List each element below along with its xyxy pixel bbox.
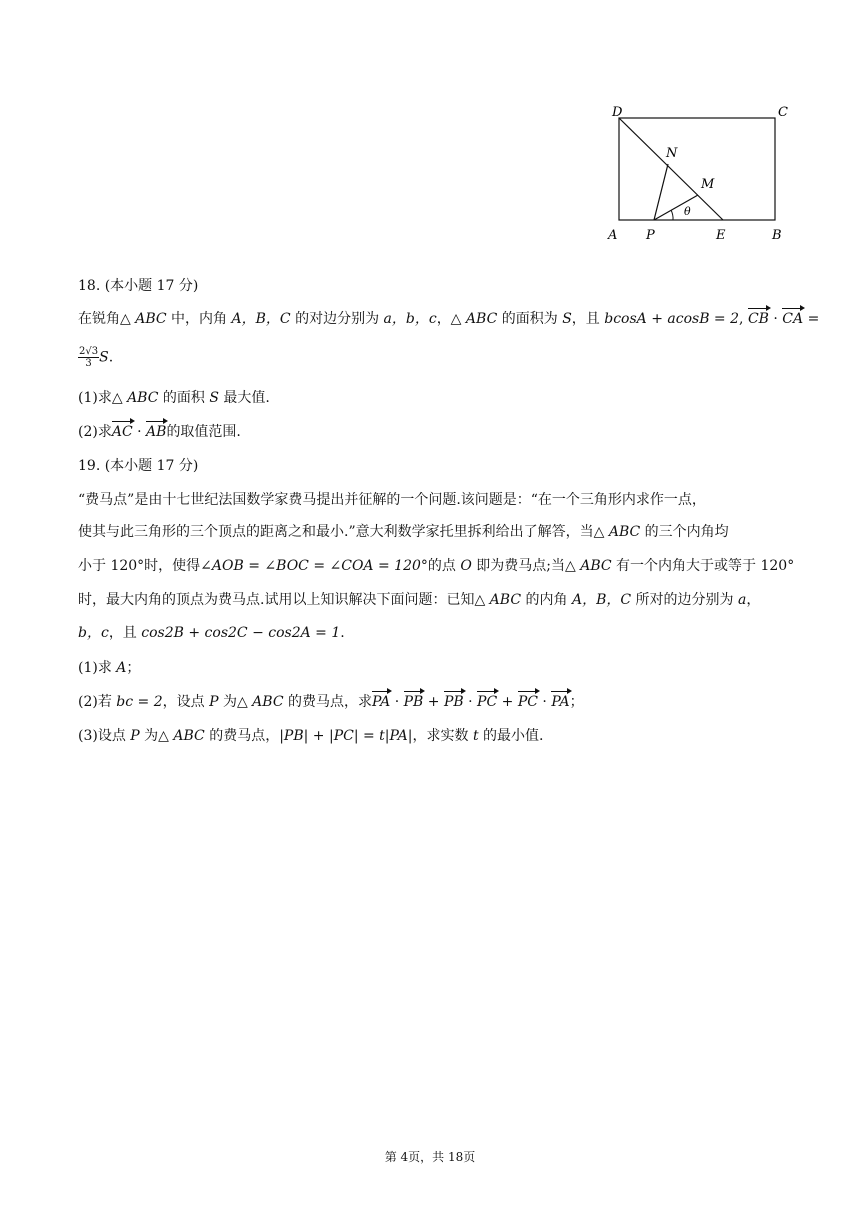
text: 的点 <box>427 558 461 574</box>
equation: bcosA + acosB = 2 <box>604 311 740 327</box>
text: 的费马点，求 <box>283 694 372 710</box>
text: 在锐角△ <box>78 311 136 327</box>
text: 即为费马点;当△ <box>471 558 581 574</box>
triangle-abc: ABC <box>135 311 167 327</box>
text: 有一个内角大于或等于 120° <box>611 558 795 574</box>
q19-heading: 19. (本小题 17 分) <box>78 458 199 474</box>
angle-theta-arc <box>671 210 673 220</box>
q18-stem-cont: $\frac{2√3}{3}$ S. <box>79 346 114 369</box>
text: 的对边分别为 <box>290 311 384 327</box>
text: (1)求△ <box>78 390 128 406</box>
text: 中，内角 <box>166 311 232 327</box>
text: 的面积为 <box>497 311 563 327</box>
text: 的内角 <box>521 592 572 608</box>
area-S: S <box>562 311 572 327</box>
text: 最大值. <box>218 390 270 406</box>
rectangle-figure <box>600 96 800 246</box>
label-theta: θ <box>684 205 691 218</box>
point-O: O <box>460 558 472 574</box>
angle-equation: ∠AOB = ∠BOC = ∠COA = 120° <box>200 558 428 574</box>
q18-part2: (2)求AC · AB的取值范围. <box>78 424 241 440</box>
vector-AB: AB <box>146 424 167 440</box>
text: 为△ <box>218 694 253 710</box>
text: (3)设点 <box>78 728 131 744</box>
triangle-abc: ABC <box>173 728 205 744</box>
q19-line4: 时，最大内角的顶点为费马点.试用以上知识解决下面问题：已知△ ABC 的内角 A，B，C 所对的边分别为 a， <box>78 592 761 608</box>
text: (2)求 <box>78 424 112 440</box>
vector-PC: PC <box>477 694 498 710</box>
text: 的取值范围. <box>166 424 241 440</box>
segment-DE <box>619 118 723 220</box>
q19-part2: (2)若 bc = 2，设点 P 为△ ABC 的费马点，求PA · PB + PB · PC + PC · PA； <box>78 694 584 710</box>
vector-PA: PA <box>551 694 570 710</box>
angles-list: A，B，C <box>571 592 632 608</box>
side-a: a <box>737 592 747 608</box>
text: ，且 <box>571 311 605 327</box>
segment-PN <box>654 164 668 220</box>
label-N: N <box>666 146 678 161</box>
distance-equation: |PB| + |PC| = t|PA| <box>279 728 413 744</box>
q18-stem: 在锐角△ ABC 中，内角 A，B，C 的对边分别为 a，b，c，△ ABC 的面积为 S，且 bcosA + acosB = 2, CB · CA = <box>78 311 820 327</box>
area-S: S <box>99 349 109 366</box>
vector-PB: PB <box>443 694 464 710</box>
text: ，且 <box>108 625 142 641</box>
fraction <box>78 346 99 369</box>
q19-line1: “费马点”是由十七世纪法国数学家费马提出并征解的一个问题.该问题是：“在一个三角形内求作一点， <box>78 492 706 508</box>
text: (1)求 <box>78 660 117 676</box>
triangle-abc: ABC <box>608 524 641 540</box>
point-P: P <box>130 728 140 744</box>
triangle-abc: ABC <box>127 390 159 406</box>
q18-heading: 18. (本小题 17 分) <box>78 278 199 294</box>
label-P: P <box>646 228 655 243</box>
sides-list: a，b，c <box>383 311 437 327</box>
fraction-num: 2√3 <box>79 346 99 357</box>
var-t: t <box>472 728 479 744</box>
text: 的三个内角均 <box>640 524 729 540</box>
rectangle-ABCD <box>619 118 775 220</box>
area-S: S <box>209 390 219 406</box>
page-footer: 第 4页，共 18页 <box>384 1150 476 1164</box>
text: ； <box>569 694 584 710</box>
text: ，设点 <box>162 694 210 710</box>
vector-CA: CA <box>782 311 804 327</box>
label-D: D <box>612 105 623 120</box>
text: ； <box>126 660 141 676</box>
q19-line5 <box>78 623 345 643</box>
cos-equation: cos2B + cos2C − cos2A = 1 <box>141 625 341 641</box>
q19-part1 <box>78 658 140 678</box>
q18-part1 <box>78 388 270 408</box>
label-B: B <box>772 228 782 243</box>
angle-A: A <box>116 660 127 676</box>
triangle-abc: ABC <box>465 311 498 327</box>
label-A: A <box>608 228 618 243</box>
vector-PA: PA <box>372 694 391 710</box>
text: 所对的边分别为 <box>631 592 738 608</box>
text: 的面积 <box>158 390 210 406</box>
sides-bc: b，c <box>78 625 109 641</box>
triangle-abc: ABC <box>252 694 284 710</box>
text: 的最小值. <box>478 728 544 744</box>
label-C: C <box>778 105 788 120</box>
triangle-abc: ABC <box>580 558 612 574</box>
q19-part3 <box>78 726 543 746</box>
vector-PB: PB <box>403 694 424 710</box>
label-E: E <box>716 228 726 243</box>
text: 为△ <box>139 728 174 744</box>
vector-PC: PC <box>517 694 538 710</box>
text: 时，最大内角的顶点为费马点.试用以上知识解决下面问题：已知△ <box>78 592 490 608</box>
text: ，△ <box>436 311 466 327</box>
q19-line2 <box>78 522 729 542</box>
angles-list: A，B，C <box>231 311 291 327</box>
bc-equation: bc = 2 <box>116 694 163 710</box>
triangle-abc: ABC <box>489 592 522 608</box>
vector-AC: AC <box>111 424 133 440</box>
text: ，求实数 <box>412 728 473 744</box>
text: 的费马点， <box>204 728 280 744</box>
text: 使其与此三角形的三个顶点的距离之和最小.”意大利数学家托里拆利给出了解答，当△ <box>78 524 609 540</box>
q19-line3 <box>78 556 794 576</box>
text: 小于 120°时，使得 <box>78 558 201 574</box>
text: . <box>340 625 345 641</box>
text: (2)若 <box>78 694 117 710</box>
segment-PM <box>654 195 698 220</box>
fraction-den: 3 <box>85 358 92 369</box>
point-P: P <box>209 694 219 710</box>
label-M: M <box>701 177 715 192</box>
vector-CB: CB <box>747 311 769 327</box>
